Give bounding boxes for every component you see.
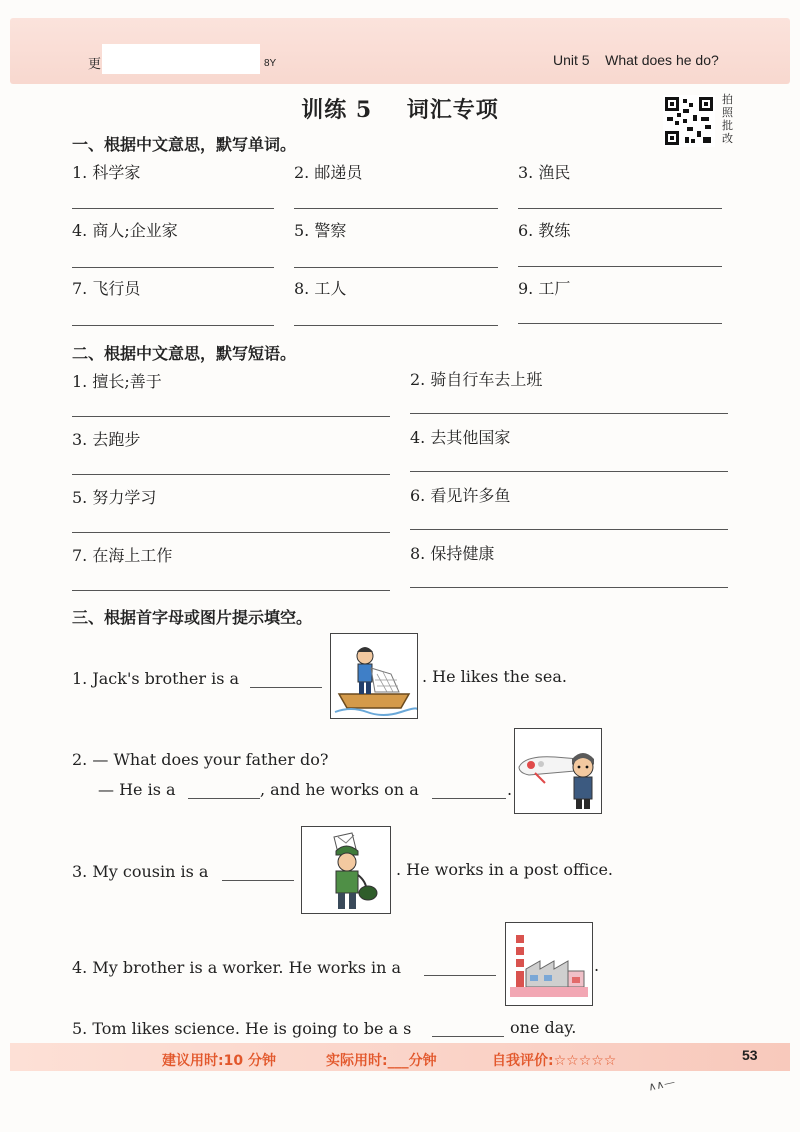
phrase-item: 2. 骑自行车去上班 [410, 370, 543, 389]
phrase-item: 7. 在海上工作 [72, 546, 173, 565]
answer-line[interactable] [294, 267, 498, 268]
page-number: 53 [742, 1047, 758, 1063]
self-evaluation: 自我评价:☆☆☆☆☆ [492, 1053, 617, 1069]
phrase-item: 6. 看见许多鱼 [410, 486, 511, 505]
blank-line[interactable] [188, 798, 260, 799]
phrase-item: 5. 努力学习 [72, 488, 157, 507]
pilot-picture [514, 728, 602, 814]
word-item: 5. 警察 [294, 221, 347, 240]
word-item: 9. 工厂 [518, 279, 571, 298]
handwritten-mark: ∧∧— [646, 1075, 677, 1094]
blank-line[interactable] [432, 798, 506, 799]
question-1-text: 1. Jack's brother is a [72, 669, 240, 688]
word-item: 4. 商人;企业家 [72, 221, 178, 240]
answer-line[interactable] [72, 267, 274, 268]
answer-line[interactable] [518, 323, 722, 324]
phrase-item: 3. 去跑步 [72, 430, 141, 449]
fisherman-picture [330, 633, 418, 719]
blank-line[interactable] [250, 687, 322, 688]
phrase-item: 8. 保持健康 [410, 544, 495, 563]
word-item: 2. 邮递员 [294, 163, 363, 182]
section3-heading: 三、根据首字母或图片提示填空。 [72, 608, 313, 627]
word-item: 8. 工人 [294, 279, 347, 298]
postman-picture [301, 826, 391, 914]
word-item: 1. 科学家 [72, 163, 141, 182]
answer-line[interactable] [410, 471, 728, 472]
answer-line[interactable] [518, 208, 722, 209]
answer-line[interactable] [294, 325, 498, 326]
question-2-mid: , and he works on a [260, 780, 419, 799]
actual-time: 实际用时:___分钟 [326, 1053, 437, 1069]
question-5-text: 5. Tom likes science. He is going to be a s [72, 1019, 412, 1038]
qr-label: 拍照批改 [722, 94, 733, 145]
answer-line[interactable] [410, 413, 728, 414]
word-item: 3. 渔民 [518, 163, 571, 182]
answer-line[interactable] [72, 474, 390, 475]
question-2-end: . [507, 780, 513, 799]
redacted-area [102, 44, 260, 74]
blank-line[interactable] [432, 1036, 504, 1037]
question-2-line1: 2. — What does your father do? [72, 750, 329, 769]
page-title: 训练 5 词汇专项 [301, 97, 499, 123]
question-3-text: 3. My cousin is a [72, 862, 209, 881]
phrase-item: 4. 去其他国家 [410, 428, 511, 447]
unit-title: Unit 5 What does he do? [553, 52, 719, 68]
question-3-tail: . He works in a post office. [396, 860, 614, 879]
question-4-text: 4. My brother is a worker. He works in a [72, 958, 402, 977]
blank-line[interactable] [222, 880, 294, 881]
answer-line[interactable] [294, 208, 498, 209]
answer-line[interactable] [410, 529, 728, 530]
factory-picture [505, 922, 593, 1006]
header-code: 8Y [264, 58, 277, 69]
qr-code-icon[interactable] [663, 95, 715, 147]
word-item: 6. 教练 [518, 221, 571, 240]
question-5-tail: one day. [510, 1018, 577, 1037]
question-4-end: . [594, 956, 600, 975]
question-2-line2: — He is a [98, 780, 176, 799]
question-1-tail: . He likes the sea. [422, 667, 567, 686]
suggested-time: 建议用时:10 分钟 [162, 1053, 276, 1069]
word-item: 7. 飞行员 [72, 279, 141, 298]
answer-line[interactable] [72, 208, 274, 209]
blank-line[interactable] [424, 975, 496, 976]
header-left-text: 更 [88, 57, 102, 72]
answer-line[interactable] [410, 587, 728, 588]
answer-line[interactable] [72, 416, 390, 417]
phrase-item: 1. 擅长;善于 [72, 372, 162, 391]
section1-heading: 一、根据中文意思，默写单词。 [72, 135, 297, 154]
answer-line[interactable] [518, 266, 722, 267]
answer-line[interactable] [72, 325, 274, 326]
answer-line[interactable] [72, 532, 390, 533]
answer-line[interactable] [72, 590, 390, 591]
section2-heading: 二、根据中文意思，默写短语。 [72, 344, 297, 363]
